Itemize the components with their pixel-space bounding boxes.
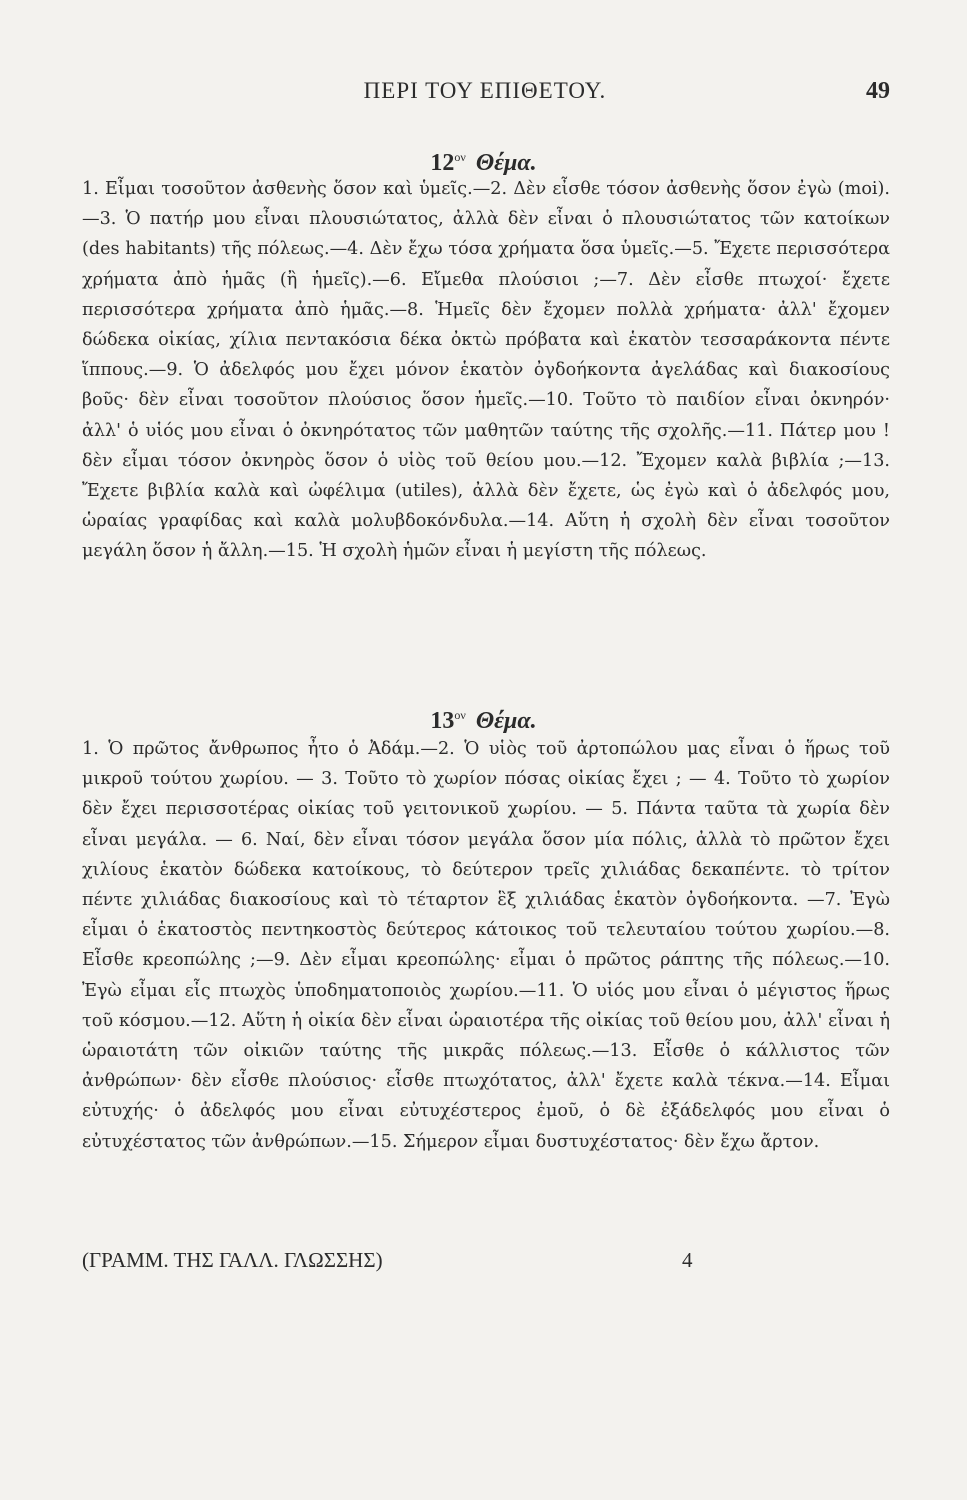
section-13-ordinal: ον (454, 708, 466, 722)
section-12-word: Θέμα. (475, 150, 537, 176)
section-13-heading (0, 708, 967, 735)
section-13-body (82, 734, 890, 1157)
section-12-ordinal: ον (454, 150, 466, 164)
page-number: 49 (866, 78, 890, 104)
section-13-paragraph: 1. Ὁ πρῶτος ἄνθρωπος ἦτο ὁ Ἀδάμ.—2. Ὁ υἱὸς τοῦ ἀρτοπώλου μας εἶναι ὁ ἥρως τοῦ μικροῦ τούτου χωρίου. — 3. Τοῦτο τὸ χωρίον πόσας οἰκίας ἔχει ; — 4. Τοῦτο τὸ χωρίον δὲν ἔχει περισσοτέρας οἰκίας τοῦ γειτονικοῦ χωρίου. — 5. Πάντα ταῦτα τὰ χωρία δὲν εἶναι μεγάλα. — 6. Ναί, δὲν εἶναι τόσον μεγάλα ὅσον μία πόλις, ἀλλὰ τὸ πρῶτον ἔχει χιλίους ἑκατὸν δώδεκα κατοίκους, τὸ δεύτερον τρεῖς χιλιάδας δεκαπέντε. τὸ τρίτον πέντε χιλιάδας διακοσίους καὶ τὸ τέταρτον ἓξ χιλιάδας ἑκατὸν ὀγδοήκοντα. —7. Ἐγὼ εἶμαι ὁ ἑκατοστὸς πεντηκοστὸς δεύτερος κάτοικος τοῦ τελευταίου τούτου χωρίου.—8. Εἶσθε κρεοπώλης ;—9. Δὲν εἶμαι κρεοπώλης· εἶμαι ὁ πρῶτος ράπτης τῆς πόλεως.—10. Ἐγὼ εἶμαι εἷς πτωχὸς ὑποδηματοποιὸς χωρίου.—11. Ὁ υἱός μου εἶναι ὁ μέγιστος ἥρως τοῦ κόσμου.—12. Αὕτη ἡ οἰκία δὲν εἶναι ὡραιοτέρα τῆς οἰκίας τοῦ θείου μου, ἀλλ' εἶναι ἡ ὡραιοτάτη τῶν οἰκιῶν ταύτης τῆς μικρᾶς πόλεως.—13. Εἶσθε ὁ κάλλιστος τῶν ἀνθρώπων· δὲν εἶσθε πλούσιος· εἶσθε πτωχότατος, ἀλλ' ἔχετε καλὰ τέκνα.—14. Εἶμαι εὐτυχής· ὁ ἀδελφός μου εἶναι εὐτυχέστερος ἐμοῦ, ὁ δὲ ἐξάδελφός μου εἶναι ὁ εὐτυχέστατος τῶν ἀνθρώπων.—15. Σήμερον εἶμαι δυστυχέστατος· δὲν ἔχω ἄρτον. (82, 739, 890, 1152)
section-13-word: Θέμα. (475, 708, 537, 734)
section-12-body (82, 174, 890, 567)
printer-signature: (ΓΡΑΜΜ. ΤΗΣ ΓΑΛΛ. ΓΛΩΣΣΗΣ) (82, 1248, 383, 1272)
section-12-paragraph: 1. Εἶμαι τοσοῦτον ἀσθενὴς ὅσον καὶ ὑμεῖς.—2. Δὲν εἶσθε τόσον ἀσθενὴς ὅσον ἐγὼ (moi).—3. Ὁ πατήρ μου εἶναι πλουσιώτατος, ἀλλὰ δὲν εἶναι ὁ πλουσιώτατος τῶν κατοίκων (des habitants) τῆς πόλεως.—4. Δὲν ἔχω τόσα χρήματα ὅσα ὑμεῖς.—5. Ἔχετε περισσότερα χρήματα ἀπὸ ἡμᾶς (ἢ ἡμεῖς).—6. Εἴμεθα πλούσιοι ;—7. Δὲν εἶσθε πτωχοί· ἔχετε περισσότερα χρήματα ἀπὸ ἡμᾶς.—8. Ἡμεῖς δὲν ἔχομεν πολλὰ χρήματα· ἀλλ' ἔχομεν δώδεκα οἰκίας, χίλια πεντακόσια δέκα ὀκτὼ πρόβατα καὶ ἑκατὸν τεσσαράκοντα πέντε ἵππους.—9. Ὁ ἀδελφός μου ἔχει μόνον ἑκατὸν ὀγδοήκοντα ἀγελάδας καὶ διακοσίους βοῦς· δὲν εἶναι τοσοῦτον πλούσιος ὅσον ἡμεῖς.—10. Τοῦτο τὸ παιδίον εἶναι ὀκνηρόν· ἀλλ' ὁ υἱός μου εἶναι ὁ ὀκνηρότατος τῶν μαθητῶν ταύτης τῆς σχολῆς.—11. Πάτερ μου ! δὲν εἶμαι τόσον ὀκνηρὸς ὅσον ὁ υἱὸς τοῦ θείου μου.—12. Ἔχομεν καλὰ βιβλία ;—13. Ἔχετε βιβλία καλὰ καὶ ὠφέλιμα (utiles), ἀλλὰ δὲν ἔχετε, ὡς ἐγὼ καὶ ὁ ἀδελφός μου, ὡραίας γραφίδας καὶ καλὰ μολυβδοκόνδυλα.—14. Αὕτη ἡ σχολὴ δὲν εἶναι τοσοῦτον μεγάλη ὅσον ἡ ἄλλη.—15. Ἡ σχολὴ ἡμῶν εἶναι ἡ μεγίστη τῆς πόλεως. (82, 179, 890, 562)
section-12-heading (0, 150, 967, 177)
page-footer (82, 1248, 890, 1278)
running-head (80, 78, 890, 118)
running-title: ΠΕΡΙ ΤΟΥ ΕΠΙΘΕΤΟΥ. (363, 78, 607, 103)
section-13-number: 13 (430, 708, 455, 734)
sheet-number: 4 (682, 1248, 693, 1272)
section-12-number: 12 (430, 150, 455, 176)
